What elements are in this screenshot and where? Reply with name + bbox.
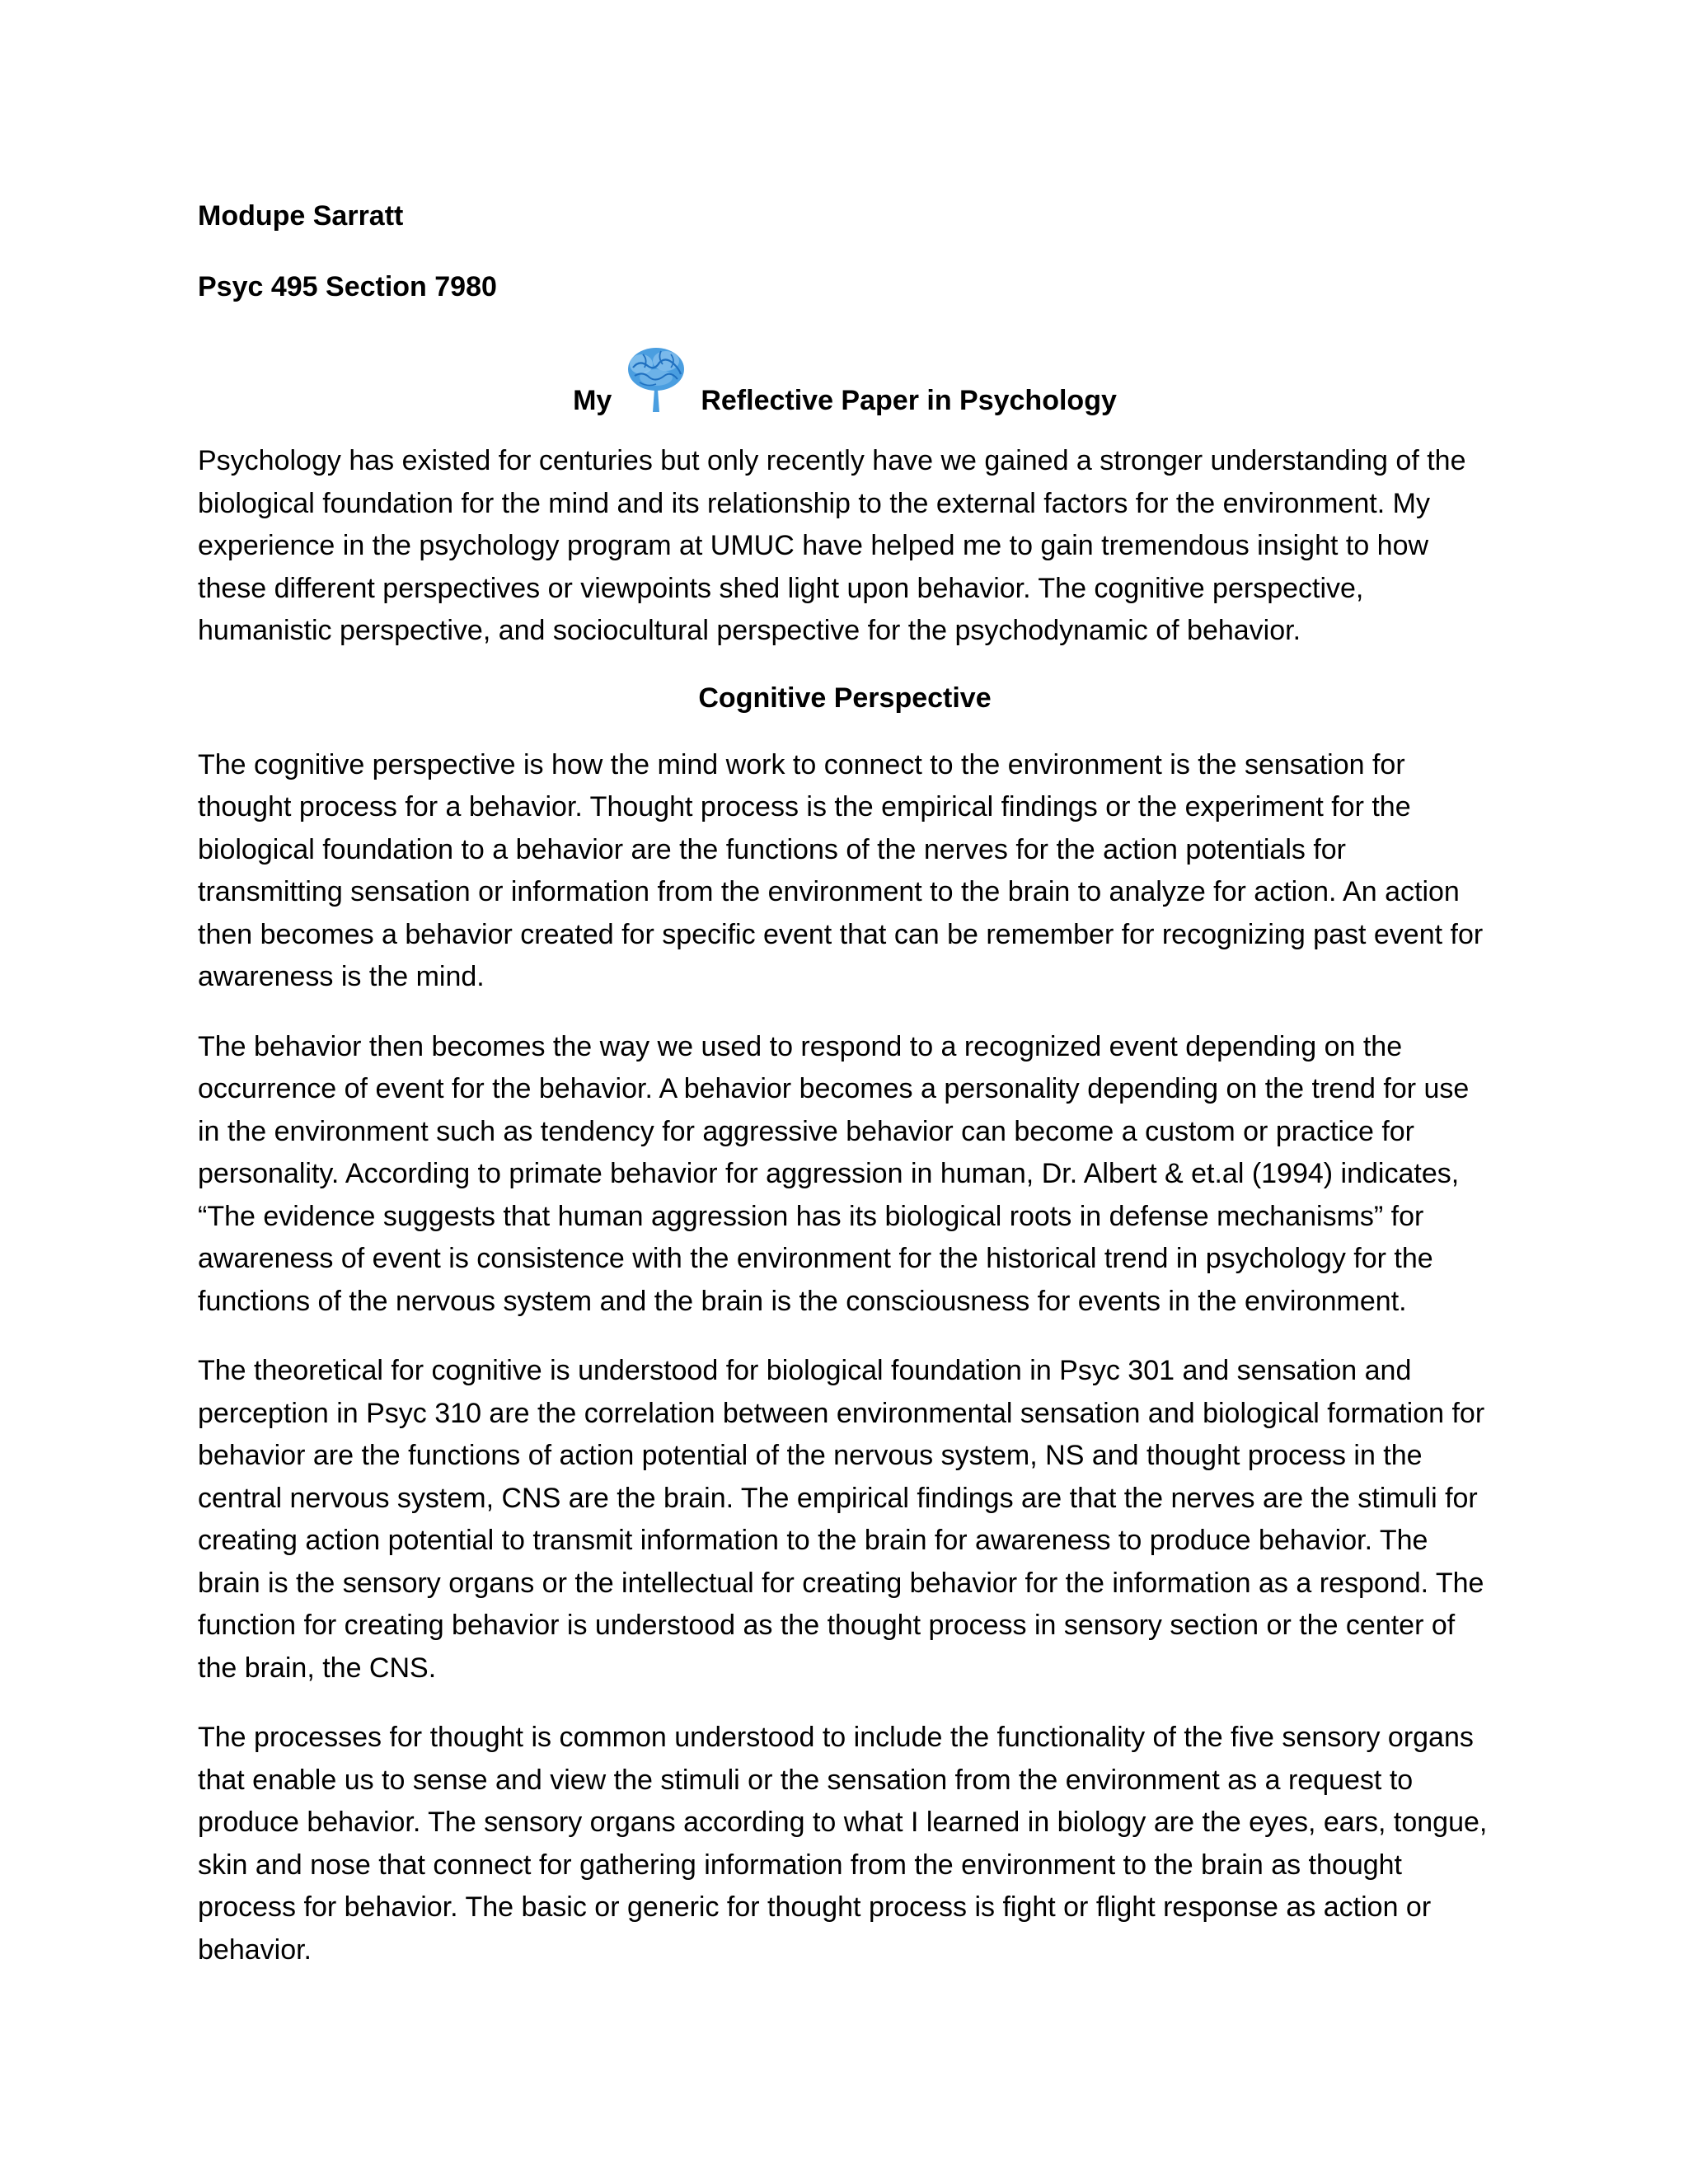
section-heading: Cognitive Perspective (698, 682, 992, 714)
document-body (198, 198, 1492, 1999)
author-name: Modupe Sarratt (198, 200, 404, 232)
paper-title (198, 340, 1492, 419)
brain-stem (653, 389, 659, 412)
intro-paragraph: Psychology has existed for centuries but only recently have we gained a stronger understanding of the biological foundation for the mind and its relationship to the external factors for the environment. My experience in the psychology program at UMUC have helped me to gain tremendous insight to how these different perspectives or viewpoints shed light upon behavior. The cognitive perspective, humanistic perspective, and sociocultural perspective for the psychodynamic of behavior. (198, 445, 1466, 646)
body-paragraph: The behavior then becomes the way we used to respond to a recognized event depending on the occurrence of event for the behavior. A behavior becomes a personality depending on the trend for use in the environment such as tendency for aggressive behavior can become a custom or practice for personality. According to primate behavior for aggression in human, Dr. Albert & et.al (1994) indicates, “The evidence suggests that human aggression has its biological roots in defense mechanisms” for awareness of event is consistence with the environment for the historical trend in psychology for the functions of the nervous system and the brain is the consciousness for events in the environment. (198, 1030, 1470, 1317)
brain-icon (623, 343, 689, 414)
body-paragraph: The processes for thought is common understood to include the functionality of the five sensory organs that enable us to sense and view the stimuli or the sensation from the environment as a request to produce behavior. The sensory organs according to what I learned in biology are the eyes, ears, tongue, skin and nose that connect for gathering information from the environment to the brain as thought process for behavior. The basic or generic for thought process is fight or flight response as action or behavior. (198, 1722, 1488, 1966)
course-section: Psyc 495 Section 7980 (198, 271, 497, 302)
body-paragraph: The cognitive perspective is how the mind work to connect to the environment is the sensation for thought process for a behavior. Thought process is the empirical findings or the experiment for the biological foundation to a behavior are the functions of the nerves for the action potentials for transmitting sensation or information from the environment to the brain to analyze for action. An action then becomes a behavior created for specific event that can be remember for recognizing past event for awareness is the mind. (198, 748, 1484, 992)
body-paragraph: The theoretical for cognitive is understood for biological foundation in Psyc 301 and sensation and perception in Psyc 310 are the correlation between environmental sensation and biological formation for behavior are the functions of action potential of the nervous system, NS and thought process in the central nervous system, CNS are the brain. The empirical findings are that the nerves are the stimuli for creating action potential to transmit information to the brain for awareness to produce behavior. The brain is the sensory organs or the intellectual for creating behavior for the information as a respond. The function for creating behavior is understood as the thought process in sensory section or the center of the brain, the CNS. (198, 1355, 1485, 1684)
title-suffix: Reflective Paper in Psychology (701, 385, 1117, 416)
title-prefix: My (573, 385, 612, 416)
